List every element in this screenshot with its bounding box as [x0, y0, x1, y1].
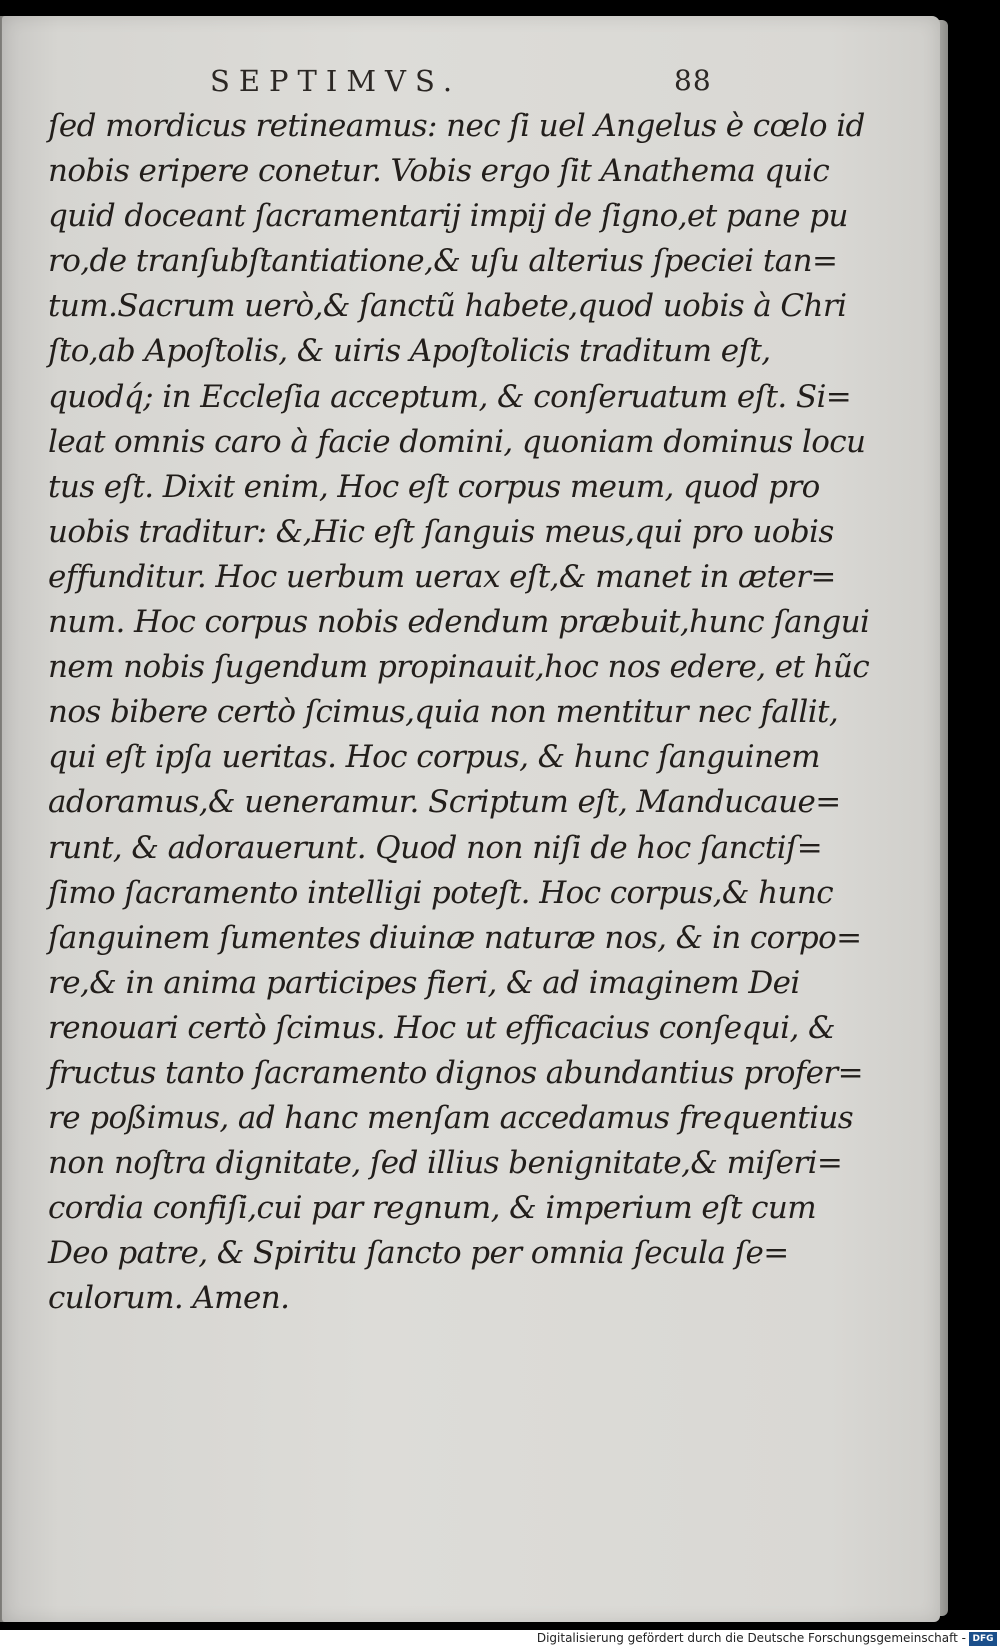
text-line: effunditur. Hoc uerbum uerax eſt,& manet in æter=: [48, 558, 836, 595]
text-line: nem nobis ſugendum propinauit,hoc nos edere, et hũc: [48, 649, 870, 686]
text-line: re,& in anima participes fieri, & ad imaginem Dei: [48, 964, 800, 1001]
text-line: non noſtra dignitate, ſed illius benignitate,& miſeri=: [48, 1145, 843, 1182]
text-line: adoramus,& ueneramur. Scriptum eſt, Manducaue=: [48, 784, 841, 821]
text-line: tus eſt. Dixit enim, Hoc eſt corpus meum, quod pro: [48, 468, 820, 505]
digitization-footer: [0, 1630, 1000, 1648]
running-title: SEPTIMVS.: [210, 64, 462, 98]
text-line: ſimo ſacramento intelligi poteſt. Hoc corpus,& hunc: [48, 874, 834, 911]
running-head: [210, 64, 730, 104]
text-line: renouari certò ſcimus. Hoc ut efficacius conſequi, &: [48, 1009, 835, 1046]
text-line: ſto,ab Apoſtolis, & uiris Apoſtolicis traditum eſt,: [48, 333, 771, 370]
text-line: culorum. Amen.: [48, 1280, 290, 1317]
text-line: Deo patre, & Spiritu ſancto per omnia ſecula ſe=: [48, 1235, 789, 1272]
page-number: 88: [674, 64, 712, 97]
text-line: quodq́; in Eccleſia acceptum, & conſeruatum eſt. Si=: [48, 378, 852, 415]
dfg-logo: DFG: [969, 1632, 997, 1646]
text-line: quid doceant ſacramentarij impij de ſigno,et pane pu: [48, 198, 848, 235]
text-line: re poßimus, ad hanc menſam accedamus frequentius: [48, 1100, 854, 1137]
text-line: ro,de tranſubſtantiatione,& uſu alterius ſpeciei tan=: [48, 243, 838, 280]
text-line: ſanguinem ſumentes diuinæ naturæ nos, & in corpo=: [48, 919, 862, 956]
text-line: uobis traditur: &,Hic eſt ſanguis meus,qui pro uobis: [48, 513, 834, 550]
text-line: leat omnis caro à facie domini, quoniam dominus locu: [48, 423, 866, 460]
text-line: runt, & adorauerunt. Quod non niſi de hoc ſanctiſ=: [48, 829, 823, 866]
text-line: nobis eripere conetur. Vobis ergo ſit Anathema quic: [48, 153, 830, 190]
text-line: num. Hoc corpus nobis edendum præbuit,hunc ſangui: [48, 604, 870, 641]
funding-credit: Digitalisierung gefördert durch die Deutsche Forschungsgemeinschaft -: [536, 1631, 966, 1645]
text-line: qui eſt ipſa ueritas. Hoc corpus, & hunc ſanguinem: [48, 739, 820, 776]
text-line: tum.Sacrum uerò,& ſanctũ habete,quod uobis à Chri: [48, 288, 847, 325]
text-line: ſed mordicus retineamus: nec ſi uel Angelus è cœlo id: [48, 108, 865, 144]
body-text: [48, 104, 870, 1322]
text-line: cordia confiſi,cui par regnum, & imperium eſt cum: [48, 1190, 817, 1227]
text-line: nos bibere certò ſcimus,quia non mentitur nec fallit,: [48, 694, 839, 731]
text-line: fructus tanto ſacramento dignos abundantius profer=: [48, 1054, 863, 1091]
